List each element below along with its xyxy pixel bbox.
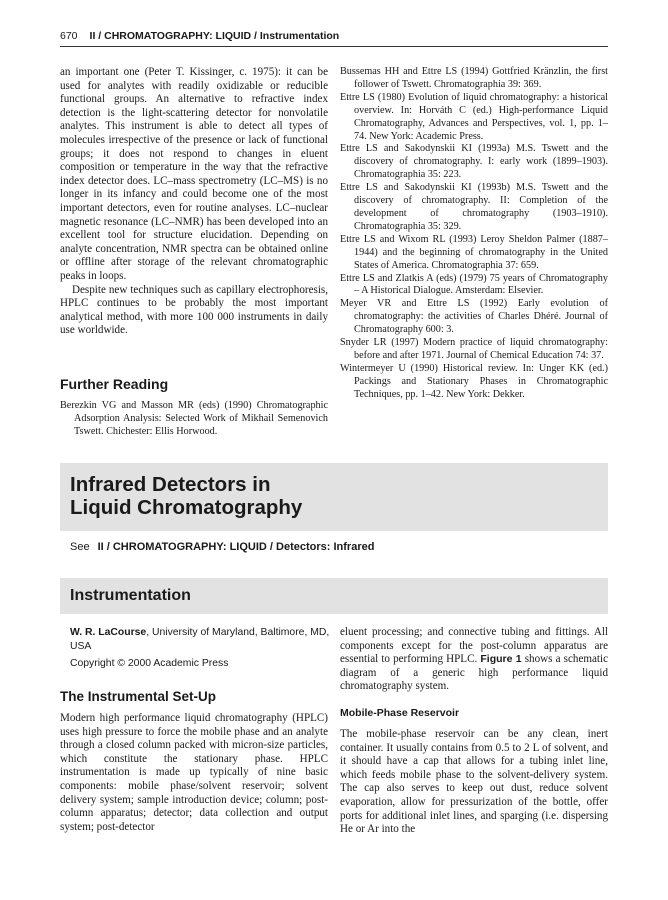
reservoir-subheading: Mobile-Phase Reservoir	[340, 707, 460, 719]
further-reading-heading: Further Reading	[60, 376, 169, 392]
running-head-title: II / CHROMATOGRAPHY: LIQUID / Instrumentation	[89, 30, 340, 42]
right-intro-part-a: eluent processing; and connective tubing and fittings. All components except for the post-column apparatus are essential to performing HPLC.	[340, 626, 608, 666]
continued-text	[60, 66, 328, 338]
reference-list	[340, 66, 608, 402]
right-intro-text	[340, 626, 608, 694]
section-title: Instrumentation	[70, 587, 191, 604]
reference-item: Meyer VR and Ettre LS (1992) Early evolution of chromatography: the activities of Charles Dhéré. Journal of Chromatography 600: 3.	[340, 298, 608, 336]
reference-item: Snyder LR (1997) Modern practice of liquid chromatography: before and after 1971. Journal of Chemical Education 74: 37.	[340, 337, 608, 361]
reference-item: Wintermeyer U (1990) Historical review. In: Unger KK (ed.) Packings and Stationary Phases in Chromatographic Techniques, pp. 1–42. New York: Dekker.	[340, 362, 608, 400]
figure-reference[interactable]: Figure 1	[480, 653, 522, 666]
cross-reference	[70, 541, 374, 553]
article-title-line-2: Liquid Chromatography	[70, 496, 303, 519]
article-title-banner	[60, 463, 608, 531]
author-line	[70, 626, 332, 653]
reference-item: Ettre LS (1980) Evolution of liquid chromatography: a historical overview. In: Horváth C (ed.) High-performance Liquid Chromatography, Advances and Perspectives, vol. 1, pp. 1–74. New York: Academic Press.	[340, 91, 608, 142]
reference-item: Ettre LS and Wixom RL (1993) Leroy Sheldon Palmer (1887–1944) and the beginning of chromatography in the United States of America. Chromatographia 37: 659.	[340, 233, 608, 271]
reference-item: Ettre LS and Sakodynskii KI (1993a) M.S. Tswett and the discovery of chromatography. I: early work (1899–1903). Chromatographia 35: 223.	[340, 143, 608, 181]
reservoir-text	[340, 728, 608, 837]
setup-text	[60, 712, 328, 834]
further-reading-ref: Berezkin VG and Masson MR (eds) (1990) Chromatographic Adsorption Analysis: Selected Work of Mikhail Semenovich Tswett. Chichester: Ellis Horwood.	[60, 400, 328, 437]
see-link[interactable]: II / CHROMATOGRAPHY: LIQUID / Detectors: Infrared	[97, 541, 375, 553]
article-title	[70, 473, 302, 519]
header-rule	[60, 46, 608, 47]
author-affiliation: , University of Maryland, Baltimore, MD, USA	[70, 627, 330, 652]
body-paragraph-2: Despite new techniques such as capillary electrophoresis, HPLC continues to be probably the most important analytical method, with more 100 000 instruments in daily use worldwide.	[60, 283, 328, 337]
body-paragraph-1: an important one (Peter T. Kissinger, c. 1975): it can be used for analytes with readily oxidizable or reducible functional groups. An alternative to refractive index detection is the light-scattering detector for nonvolatile analytes. This instrument is able to detect all types of molecules irrespective of the presence or lack of functional groups; it does not respond to changes in eluent composition or temperature in the way that the refractive index detector does. LC–mass spectrometry (LC–MS) is no longer in its infancy and could become one of the most important detectors, even for routine analyses. LC–nuclear magnetic resonance (LC–NMR) has been developed into an excellent tool for structure elucidation. Depending on analyte concentration, NMR spectra can be obtained online or offline after storage of the relevant chromatographic peaks in loops.	[60, 66, 328, 282]
reference-item: Ettre LS and Sakodynskii KI (1993b) M.S. Tswett and the discovery of chromatography. II: Completion of the development of chromatography (1903–1910). Chromatographia 35: 329.	[340, 182, 608, 232]
copyright-line: Copyright © 2000 Academic Press	[70, 658, 229, 669]
running-head	[60, 30, 608, 46]
page-number: 670	[60, 30, 78, 42]
article-title-line-1: Infrared Detectors in	[70, 473, 271, 496]
reference-item: Bussemas HH and Ettre LS (1994) Gottfried Kränzlin, the first follower of Tswett. Chromatographia 39: 369.	[340, 66, 608, 90]
author-name: W. R. LaCourse	[70, 627, 147, 638]
right-intro-paragraph	[340, 626, 608, 694]
see-label: See	[70, 541, 90, 553]
setup-paragraph: Modern high performance liquid chromatography (HPLC) uses high pressure to force the mobile phase and an analyte through a closed column packed with micron-size particles, which constitute the stationary phase. HPLC instrumentation is made up typically of nine basic components: mobile phase/solvent reservoir; solvent delivery system; sample introduction device; column; post-column apparatus; detector; data collection and output system; post-detector	[60, 712, 328, 833]
section-title-banner	[60, 578, 608, 614]
right-intro-part-b: shows a schematic diagram of a generic high performance liquid chromatography system.	[340, 653, 609, 693]
reservoir-paragraph: The mobile-phase reservoir can be any clean, inert container. It usually contains from 0.5 to 2 L of solvent, and it should have a cap that allows for a tubing inlet line, which feeds mobile phase to the solvent-delivery system. The cap also serves to keep out dust, reduce solvent evaporation, allow for pressurization of the bottle, offer ports for additional inlet lines, and sparging (i.e. dispersing He or Ar into the	[340, 728, 608, 836]
setup-heading: The Instrumental Set-Up	[60, 689, 217, 704]
reference-item: Ettre LS and Zlatkis A (eds) (1979) 75 years of Chromatography – A Historical Dialogue. Amsterdam: Elsevier.	[340, 272, 608, 297]
